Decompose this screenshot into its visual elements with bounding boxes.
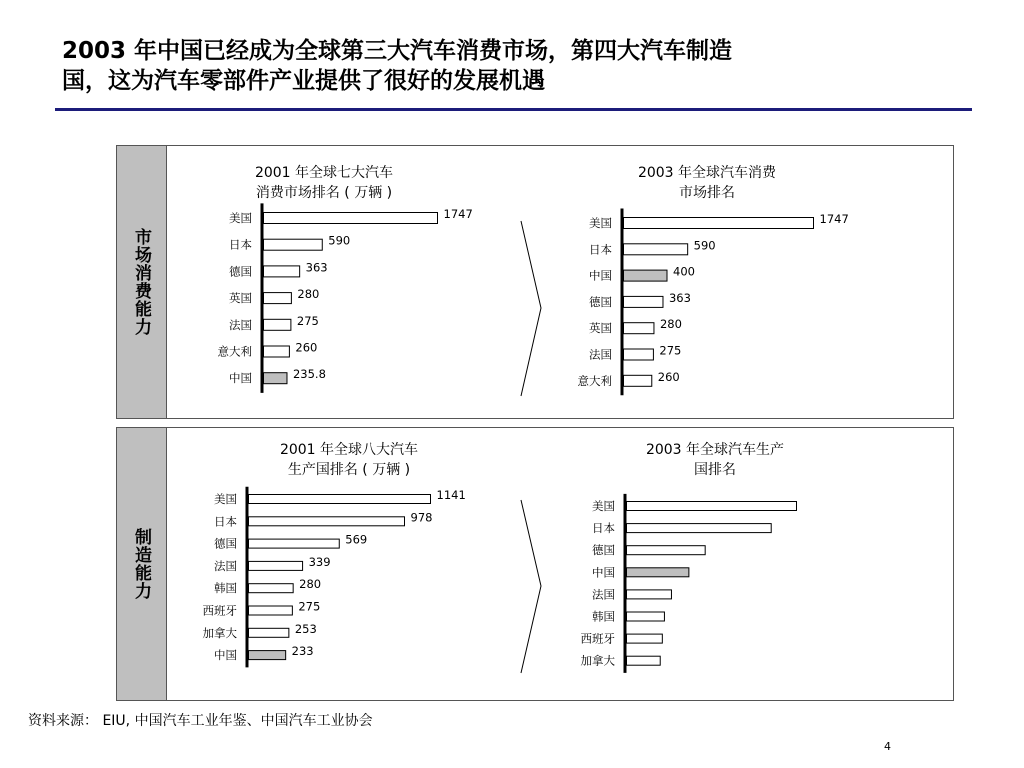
- bar: [627, 524, 772, 533]
- category-label: 日本: [589, 242, 612, 257]
- category-label: 意大利: [217, 344, 252, 359]
- category-label: 法国: [592, 587, 615, 602]
- category-label: 日本: [214, 514, 237, 529]
- category-label: 日本: [229, 237, 252, 252]
- category-label: 美国: [592, 499, 615, 513]
- chart-2001-production: [203, 441, 466, 667]
- category-label: 韩国: [214, 581, 237, 596]
- bar: [627, 568, 689, 577]
- category-label: 德国: [214, 536, 237, 551]
- bar: [627, 634, 663, 643]
- category-label: 中国: [589, 268, 612, 283]
- category-label: 法国: [229, 317, 252, 332]
- value-label: 280: [297, 287, 320, 302]
- category-label: 加拿大: [202, 625, 237, 640]
- chart-title-line: 消费市场排名 ( 万辆 ): [255, 185, 393, 201]
- value-label: 569: [345, 532, 368, 547]
- value-label: 590: [693, 238, 716, 253]
- category-label: 德国: [592, 543, 615, 558]
- title-rule: [55, 108, 972, 111]
- value-label: 260: [295, 340, 318, 355]
- value-label: 978: [410, 510, 433, 525]
- bar: [249, 606, 293, 615]
- value-label: 235.8: [292, 367, 326, 382]
- value-label: 260: [657, 369, 680, 384]
- value-label: 1141: [436, 488, 466, 502]
- transition-arrow: [521, 500, 541, 673]
- value-label: 1747: [819, 212, 849, 226]
- title-line-2: 国，这为汽车零部件产业提供了很好的发展机遇: [62, 68, 545, 94]
- chart-title-line: 国排名: [694, 462, 736, 478]
- bar: [249, 539, 340, 548]
- category-label: 日本: [592, 521, 615, 536]
- chart-title-line: 生产国排名 ( 万辆 ): [287, 462, 411, 478]
- manufacturing-panel: [116, 427, 954, 701]
- bar: [627, 590, 672, 599]
- bar: [264, 239, 323, 250]
- category-label: 美国: [214, 492, 237, 506]
- category-label: 西班牙: [580, 631, 615, 646]
- section-label-manufacturing-text: 制造能力: [131, 528, 151, 600]
- chart-title-line: 市场排名: [679, 185, 735, 201]
- source-note: 资料来源： EIU, 中国汽车工业年鉴、中国汽车工业协会: [28, 713, 373, 729]
- bar: [264, 213, 438, 224]
- bar: [264, 346, 290, 357]
- bar: [249, 628, 289, 637]
- bar: [627, 546, 706, 555]
- market-charts-svg: [117, 146, 953, 418]
- category-label: 西班牙: [202, 603, 237, 618]
- bar: [627, 656, 661, 665]
- category-label: 德国: [589, 294, 612, 309]
- category-label: 英国: [229, 291, 252, 306]
- bar: [249, 517, 405, 526]
- value-label: 280: [299, 577, 322, 592]
- category-label: 英国: [589, 321, 612, 336]
- bar: [264, 266, 300, 277]
- category-label: 中国: [214, 648, 237, 663]
- category-label: 中国: [592, 565, 615, 580]
- slide-title: [62, 36, 962, 96]
- category-label: 韩国: [592, 609, 615, 624]
- chart-2003-production: [581, 441, 797, 673]
- chart-title-line: 2003 年全球汽车消费: [637, 165, 777, 181]
- bar: [264, 293, 292, 304]
- bar: [624, 244, 688, 255]
- value-label: 339: [308, 554, 331, 569]
- value-label: 400: [673, 264, 695, 279]
- value-label: 275: [659, 343, 682, 358]
- value-label: 363: [305, 260, 328, 275]
- chart-title-line: 2001 年全球八大汽车: [279, 442, 419, 458]
- bar: [624, 375, 652, 386]
- bar: [624, 296, 663, 307]
- bar: [624, 323, 654, 334]
- category-label: 德国: [229, 264, 252, 279]
- bar: [249, 561, 303, 570]
- bar: [627, 502, 797, 511]
- bar: [249, 584, 294, 593]
- bar: [624, 349, 654, 360]
- value-label: 275: [298, 599, 321, 614]
- section-label-market-text: 市场消费能力: [131, 228, 151, 336]
- category-label: 美国: [589, 216, 612, 230]
- bar: [627, 612, 665, 621]
- chart-2003-consumption: [578, 164, 849, 395]
- value-label: 363: [668, 290, 691, 305]
- bar: [624, 218, 814, 229]
- chart-title-line: 2003 年全球汽车生产: [645, 442, 785, 458]
- category-label: 加拿大: [580, 653, 615, 668]
- chart-title-line: 2001 年全球七大汽车: [254, 165, 394, 181]
- bar: [249, 651, 286, 660]
- category-label: 法国: [214, 558, 237, 573]
- value-label: 233: [291, 644, 314, 659]
- bar: [264, 373, 287, 384]
- chart-2001-consumption: [218, 164, 473, 393]
- title-line-1: 2003 年中国已经成为全球第三大汽车消费市场，第四大汽车制造: [62, 38, 733, 64]
- value-label: 253: [294, 621, 317, 636]
- bar: [624, 270, 668, 281]
- transition-arrow: [521, 221, 541, 396]
- bar: [264, 319, 291, 330]
- manufacturing-charts-svg: [117, 428, 953, 700]
- category-label: 法国: [589, 347, 612, 362]
- value-label: 590: [328, 233, 351, 248]
- bar: [249, 495, 431, 504]
- value-label: 275: [296, 313, 319, 328]
- category-label: 意大利: [577, 373, 612, 388]
- category-label: 中国: [229, 371, 252, 386]
- page-number: 4: [884, 740, 891, 753]
- category-label: 美国: [229, 211, 252, 225]
- market-consumption-panel: [116, 145, 954, 419]
- value-label: 280: [659, 317, 682, 332]
- value-label: 1747: [443, 207, 473, 221]
